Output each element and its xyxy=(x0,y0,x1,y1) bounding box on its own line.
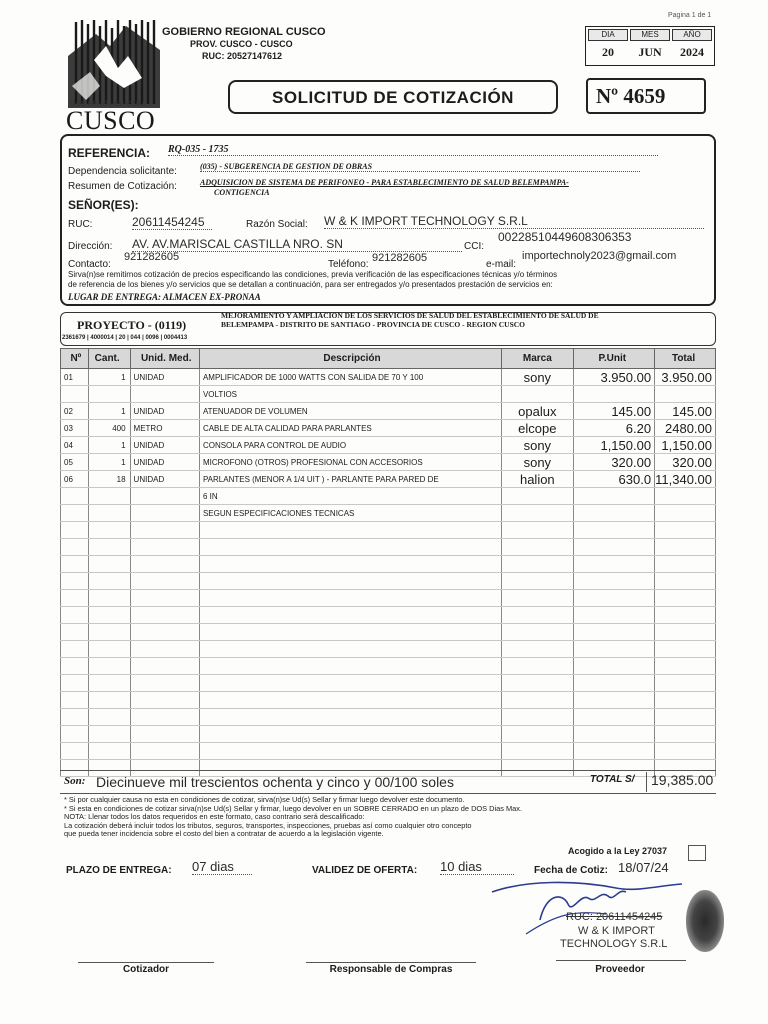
cell-quantity: 400 xyxy=(88,420,130,437)
cell-unit xyxy=(130,743,199,760)
table-row xyxy=(61,624,716,641)
cell-number xyxy=(61,539,89,556)
cell-quantity: 18 xyxy=(88,471,130,488)
email-value: importechnoly2023@gmail.com xyxy=(522,250,677,262)
cell-total xyxy=(655,709,716,726)
cell-unit xyxy=(130,573,199,590)
contacto-value: 921282605 xyxy=(124,251,180,263)
cell-unit xyxy=(130,692,199,709)
proveedor-line xyxy=(556,960,686,961)
cell-unit-price xyxy=(573,488,655,505)
cell-number xyxy=(61,743,89,760)
cell-quantity xyxy=(88,556,130,573)
stamp-ruc: RUC: 20611454245 xyxy=(566,911,663,923)
cell-quantity xyxy=(88,641,130,658)
cell-total xyxy=(655,726,716,743)
cell-unit-price xyxy=(573,726,655,743)
lugar-entrega: LUGAR DE ENTREGA: ALMACEN EX-PRONAA xyxy=(68,292,261,302)
cell-brand xyxy=(502,607,573,624)
son-label: Son: xyxy=(64,775,86,787)
cell-number xyxy=(61,658,89,675)
cell-description xyxy=(199,522,501,539)
referencia-label: REFERENCIA: xyxy=(68,146,151,160)
col-unit-price-header: P.Unit xyxy=(573,349,655,369)
cell-description: MICROFONO (OTROS) PROFESIONAL CON ACCESORIOS xyxy=(199,454,501,471)
col-brand-header: Marca xyxy=(502,349,573,369)
col-unit-header: Unid. Med. xyxy=(130,349,199,369)
cell-brand xyxy=(502,539,573,556)
cell-quantity xyxy=(88,539,130,556)
cell-brand xyxy=(502,590,573,607)
cell-unit-price: 1,150.00 xyxy=(573,437,655,454)
cell-number xyxy=(61,692,89,709)
title-box xyxy=(228,80,558,114)
cell-description xyxy=(199,556,501,573)
table-row xyxy=(61,505,716,522)
note-line: * Si por cualquier causa no esta en condiciones de cotizar, sirva(n)se Ud(s) Sellar y firmar luego devolver este documento. xyxy=(64,795,465,804)
dependencia-value: (035) - SUBGERENCIA DE GESTION DE OBRAS xyxy=(200,162,640,172)
cotizador-label: Cotizador xyxy=(122,964,170,975)
cci-value: 00228510449608306353 xyxy=(498,230,632,244)
cell-unit-price: 6.20 xyxy=(573,420,655,437)
referencia-value: RQ-035 - 1735 xyxy=(168,144,658,156)
cell-quantity: 1 xyxy=(88,437,130,454)
cell-number xyxy=(61,624,89,641)
telefono-value: 921282605 xyxy=(372,252,428,264)
cell-total: 11,340.00 xyxy=(655,471,716,488)
cell-unit-price xyxy=(573,675,655,692)
cell-quantity xyxy=(88,607,130,624)
cell-total xyxy=(655,573,716,590)
cell-unit xyxy=(130,505,199,522)
cell-total xyxy=(655,692,716,709)
responsable-label: Responsable de Compras xyxy=(329,964,453,975)
notes-list xyxy=(64,796,522,839)
table-row xyxy=(61,675,716,692)
table-header-row xyxy=(61,349,716,369)
cell-total xyxy=(655,505,716,522)
instruction-text-2: de referencia de los bienes y/o servicios que se detallan a continuación, para ser entregados y/o presentados prestación de servicios en: xyxy=(68,280,553,289)
cell-total xyxy=(655,607,716,624)
cell-unit-price xyxy=(573,624,655,641)
cell-number xyxy=(61,488,89,505)
anio-label: AÑO xyxy=(672,29,712,41)
cell-unit xyxy=(130,641,199,658)
cell-description: ATENUADOR DE VOLUMEN xyxy=(199,403,501,420)
table-row xyxy=(61,743,716,760)
org-province: PROV. CUSCO - CUSCO xyxy=(190,39,293,49)
project-codes: 2361679 | 4000014 | 20 | 044 | 0096 | 0004413 xyxy=(62,335,188,341)
cell-unit xyxy=(130,658,199,675)
cell-unit-price: 145.00 xyxy=(573,403,655,420)
table-row xyxy=(61,386,716,403)
project-description-1: MEJORAMIENTO Y AMPLIACION DE LOS SERVICIOS DE SALUD DEL ESTABLECIMIENTO DE SALUD DE xyxy=(221,311,599,320)
cell-unit-price: 320.00 xyxy=(573,454,655,471)
plazo-label: PLAZO DE ENTREGA: xyxy=(66,865,172,876)
cell-description: 6 IN xyxy=(199,488,501,505)
cell-brand xyxy=(502,726,573,743)
validez-label: VALIDEZ DE OFERTA: xyxy=(312,865,418,876)
cell-quantity xyxy=(88,709,130,726)
cell-number: 03 xyxy=(61,420,89,437)
anio-value: 2024 xyxy=(680,45,704,59)
direccion-value: AV. AV.MARISCAL CASTILLA NRO. SN xyxy=(132,237,462,252)
cell-quantity xyxy=(88,658,130,675)
cell-number xyxy=(61,386,89,403)
cell-brand xyxy=(502,692,573,709)
table-row xyxy=(61,658,716,675)
table-row xyxy=(61,539,716,556)
cell-quantity xyxy=(88,675,130,692)
cell-total: 3.950.00 xyxy=(655,369,716,386)
table-row xyxy=(61,471,716,488)
cell-description xyxy=(199,641,501,658)
cell-unit xyxy=(130,386,199,403)
cell-unit: UNIDAD xyxy=(130,403,199,420)
cell-brand xyxy=(502,658,573,675)
cell-unit-price xyxy=(573,522,655,539)
logo-caption: GOBIERNO REGIONAL xyxy=(70,101,146,108)
cell-description xyxy=(199,607,501,624)
fecha-value: 18/07/24 xyxy=(618,860,669,875)
items-body xyxy=(61,369,716,777)
cell-description: PARLANTES (MENOR A 1/4 UIT ) - PARLANTE PARA PARED DE xyxy=(199,471,501,488)
cell-unit: METRO xyxy=(130,420,199,437)
cell-total xyxy=(655,539,716,556)
mes-value: JUN xyxy=(638,45,662,59)
project-description-2: BELEMPAMPA - DISTRITO DE SANTIAGO - PROVINCIA DE CUSCO - REGION CUSCO xyxy=(221,320,525,329)
cell-brand xyxy=(502,641,573,658)
cell-brand xyxy=(502,675,573,692)
cell-number xyxy=(61,607,89,624)
table-row xyxy=(61,454,716,471)
cell-unit-price xyxy=(573,743,655,760)
note-line: que pueda tener incidencia sobre el costo del bien a contratar de acuerdo a la legislación vigente. xyxy=(64,829,384,839)
cell-total xyxy=(655,675,716,692)
cell-quantity xyxy=(88,590,130,607)
cell-unit-price xyxy=(573,641,655,658)
cell-total: 145.00 xyxy=(655,403,716,420)
table-row xyxy=(61,641,716,658)
cell-description: VOLTIOS xyxy=(199,386,501,403)
responsable-line xyxy=(306,962,476,963)
cell-brand: sony xyxy=(502,437,573,454)
amount-in-words-section xyxy=(60,770,716,794)
cell-description: AMPLIFICADOR DE 1000 WATTS CON SALIDA DE 70 Y 100 xyxy=(199,369,501,386)
cell-unit xyxy=(130,590,199,607)
cell-unit xyxy=(130,539,199,556)
cell-brand: sony xyxy=(502,454,573,471)
fecha-label: Fecha de Cotiz: xyxy=(534,865,608,876)
cell-brand xyxy=(502,556,573,573)
mountains-icon xyxy=(66,16,162,110)
cell-total xyxy=(655,556,716,573)
note-line: * Si esta en condiciones de cotizar sirva(n)se Ud(s) Sellar y firmar, luego devolver en un SOBRE CERRADO en un plazo de DOS Dias Max. xyxy=(64,803,523,813)
cell-unit-price xyxy=(573,590,655,607)
cell-brand xyxy=(502,386,573,403)
cell-description xyxy=(199,692,501,709)
ley-checkbox xyxy=(688,845,706,861)
cell-number xyxy=(61,675,89,692)
stamp-company-1: W & K IMPORT xyxy=(578,925,655,937)
cell-description xyxy=(199,658,501,675)
cell-total xyxy=(655,624,716,641)
cell-unit: UNIDAD xyxy=(130,369,199,386)
cell-number xyxy=(61,590,89,607)
cell-number xyxy=(61,726,89,743)
note-line: La cotización deberá incluir todos los tributos, seguros, transportes, inspecciones, pruebas así como cualquier otro concepto xyxy=(64,820,472,830)
cell-brand: elcope xyxy=(502,420,573,437)
cell-number: 05 xyxy=(61,454,89,471)
cell-unit xyxy=(130,624,199,641)
cell-unit xyxy=(130,488,199,505)
cell-quantity: 1 xyxy=(88,454,130,471)
cell-description xyxy=(199,539,501,556)
cell-unit-price xyxy=(573,607,655,624)
cell-description xyxy=(199,590,501,607)
cell-total xyxy=(655,590,716,607)
cell-unit-price xyxy=(573,692,655,709)
stamp-company-2: TECHNOLOGY S.R.L xyxy=(560,938,668,950)
table-row xyxy=(61,420,716,437)
note-line: NOTA: Llenar todos los datos requeridos en este formato, caso contrario será descalificado: xyxy=(64,812,365,822)
cell-unit xyxy=(130,675,199,692)
cell-unit-price: 3.950.00 xyxy=(573,369,655,386)
cell-unit-price xyxy=(573,386,655,403)
table-row xyxy=(61,590,716,607)
table-row xyxy=(61,709,716,726)
cell-unit xyxy=(130,556,199,573)
dia-value: 20 xyxy=(602,45,614,59)
cell-total xyxy=(655,641,716,658)
cell-unit: UNIDAD xyxy=(130,437,199,454)
col-total-header: Total xyxy=(655,349,716,369)
cell-quantity: 1 xyxy=(88,369,130,386)
table-row xyxy=(61,573,716,590)
cell-number xyxy=(61,556,89,573)
cell-number: 04 xyxy=(61,437,89,454)
cell-unit: UNIDAD xyxy=(130,454,199,471)
document-number: Nº 4659 xyxy=(596,84,666,108)
razon-social-label: Razón Social: xyxy=(246,219,308,230)
table-row xyxy=(61,403,716,420)
gobierno-regional-logo xyxy=(66,16,162,134)
dependencia-label: Dependencia solicitante: xyxy=(68,166,177,177)
cell-quantity xyxy=(88,522,130,539)
cell-number xyxy=(61,522,89,539)
cell-quantity xyxy=(88,488,130,505)
total-label: TOTAL S/ xyxy=(590,774,635,785)
cell-quantity xyxy=(88,505,130,522)
cell-description xyxy=(199,624,501,641)
plazo-value: 07 dias xyxy=(192,859,252,875)
table-row xyxy=(61,607,716,624)
total-value: 19,385.00 xyxy=(646,772,713,792)
contacto-label: Contacto: xyxy=(68,259,111,270)
cell-total xyxy=(655,522,716,539)
cell-quantity xyxy=(88,573,130,590)
son-value: Diecinueve mil trescientos ochenta y cinco y 00/100 soles xyxy=(96,774,454,790)
org-ruc: RUC: 20527147612 xyxy=(202,51,283,61)
cell-brand: sony xyxy=(502,369,573,386)
dia-label: DIA xyxy=(588,29,628,41)
ruc-label: RUC: xyxy=(68,219,93,230)
cell-quantity xyxy=(88,624,130,641)
cell-unit-price xyxy=(573,505,655,522)
cell-unit-price xyxy=(573,709,655,726)
cell-quantity xyxy=(88,692,130,709)
number-box xyxy=(586,78,706,114)
table-row xyxy=(61,488,716,505)
cell-total: 1,150.00 xyxy=(655,437,716,454)
cell-number: 06 xyxy=(61,471,89,488)
cell-quantity xyxy=(88,386,130,403)
table-row xyxy=(61,369,716,386)
razon-social-value: W & K IMPORT TECHNOLOGY S.R.L xyxy=(324,214,704,229)
fingerprint-icon xyxy=(686,890,724,952)
cell-unit xyxy=(130,726,199,743)
cell-unit-price xyxy=(573,573,655,590)
cell-number: 01 xyxy=(61,369,89,386)
resumen-value: ADQUISICION DE SISTEMA DE PERIFONEO - PARA ESTABLECIMIENTO DE SALUD BELEMPAMPA- xyxy=(200,178,569,187)
logo-word: CUSCO xyxy=(66,106,156,135)
instruction-text-1: Sirva(n)se remitirnos cotización de precios especificando las condiciones, previa verificación de las especificaciones técnicas y/o términos xyxy=(68,270,558,279)
cell-description xyxy=(199,743,501,760)
ley-note: Acogido a la Ley 27037 xyxy=(568,846,668,856)
resumen-value-2: CONTIGENCIA xyxy=(214,188,270,197)
org-name: GOBIERNO REGIONAL CUSCO xyxy=(162,26,326,38)
validez-value: 10 dias xyxy=(440,859,514,875)
table-row xyxy=(61,692,716,709)
cell-description xyxy=(199,675,501,692)
cell-total xyxy=(655,386,716,403)
cell-unit xyxy=(130,607,199,624)
cell-unit xyxy=(130,522,199,539)
project-label: PROYECTO - (0119) xyxy=(77,318,187,332)
cell-brand: halion xyxy=(502,471,573,488)
cell-unit-price xyxy=(573,556,655,573)
cell-description: CABLE DE ALTA CALIDAD PARA PARLANTES xyxy=(199,420,501,437)
cell-description: CONSOLA PARA CONTROL DE AUDIO xyxy=(199,437,501,454)
cell-unit: UNIDAD xyxy=(130,471,199,488)
cell-description xyxy=(199,709,501,726)
cell-brand xyxy=(502,488,573,505)
cell-unit-price xyxy=(573,658,655,675)
date-box xyxy=(585,26,715,66)
cell-unit-price: 630.0 xyxy=(573,471,655,488)
cell-total: 2480.00 xyxy=(655,420,716,437)
cell-number xyxy=(61,505,89,522)
cell-brand xyxy=(502,573,573,590)
cell-unit xyxy=(130,709,199,726)
cell-quantity xyxy=(88,743,130,760)
cell-brand xyxy=(502,505,573,522)
cell-number: 02 xyxy=(61,403,89,420)
cotizador-line xyxy=(78,962,214,963)
page-title: SOLICITUD DE COTIZACIÓN xyxy=(272,88,514,107)
info-section xyxy=(60,134,716,306)
table-row xyxy=(61,726,716,743)
cell-description xyxy=(199,573,501,590)
proveedor-label: Proveedor xyxy=(595,964,645,975)
cci-label: CCI: xyxy=(464,241,484,252)
ruc-value: 20611454245 xyxy=(132,215,212,230)
col-description-header: Descripción xyxy=(199,349,501,369)
cell-total xyxy=(655,743,716,760)
cell-brand xyxy=(502,624,573,641)
page-counter: Pagina 1 de 1 xyxy=(668,12,712,19)
items-table xyxy=(60,348,716,777)
cell-description: SEGUN ESPECIFICACIONES TECNICAS xyxy=(199,505,501,522)
mes-label: MES xyxy=(630,29,670,41)
cell-brand xyxy=(502,743,573,760)
cell-description xyxy=(199,726,501,743)
telefono-label: Teléfono: xyxy=(328,259,369,270)
cell-total xyxy=(655,658,716,675)
col-number-header: Nº xyxy=(61,349,89,369)
col-quantity-header: Cant. xyxy=(88,349,130,369)
table-row xyxy=(61,522,716,539)
cell-brand xyxy=(502,709,573,726)
direccion-label: Dirección: xyxy=(68,241,113,252)
resumen-label: Resumen de Cotización: xyxy=(68,181,177,192)
table-row xyxy=(61,437,716,454)
cell-unit-price xyxy=(573,539,655,556)
cell-number xyxy=(61,709,89,726)
cell-total: 320.00 xyxy=(655,454,716,471)
senores-label: SEÑOR(ES): xyxy=(68,198,139,212)
cell-number xyxy=(61,573,89,590)
email-label: e-mail: xyxy=(486,259,517,270)
project-section xyxy=(60,312,716,346)
cell-brand xyxy=(502,522,573,539)
cell-quantity: 1 xyxy=(88,403,130,420)
cell-total xyxy=(655,488,716,505)
cell-number xyxy=(61,641,89,658)
cell-quantity xyxy=(88,726,130,743)
cell-brand: opalux xyxy=(502,403,573,420)
table-row xyxy=(61,556,716,573)
